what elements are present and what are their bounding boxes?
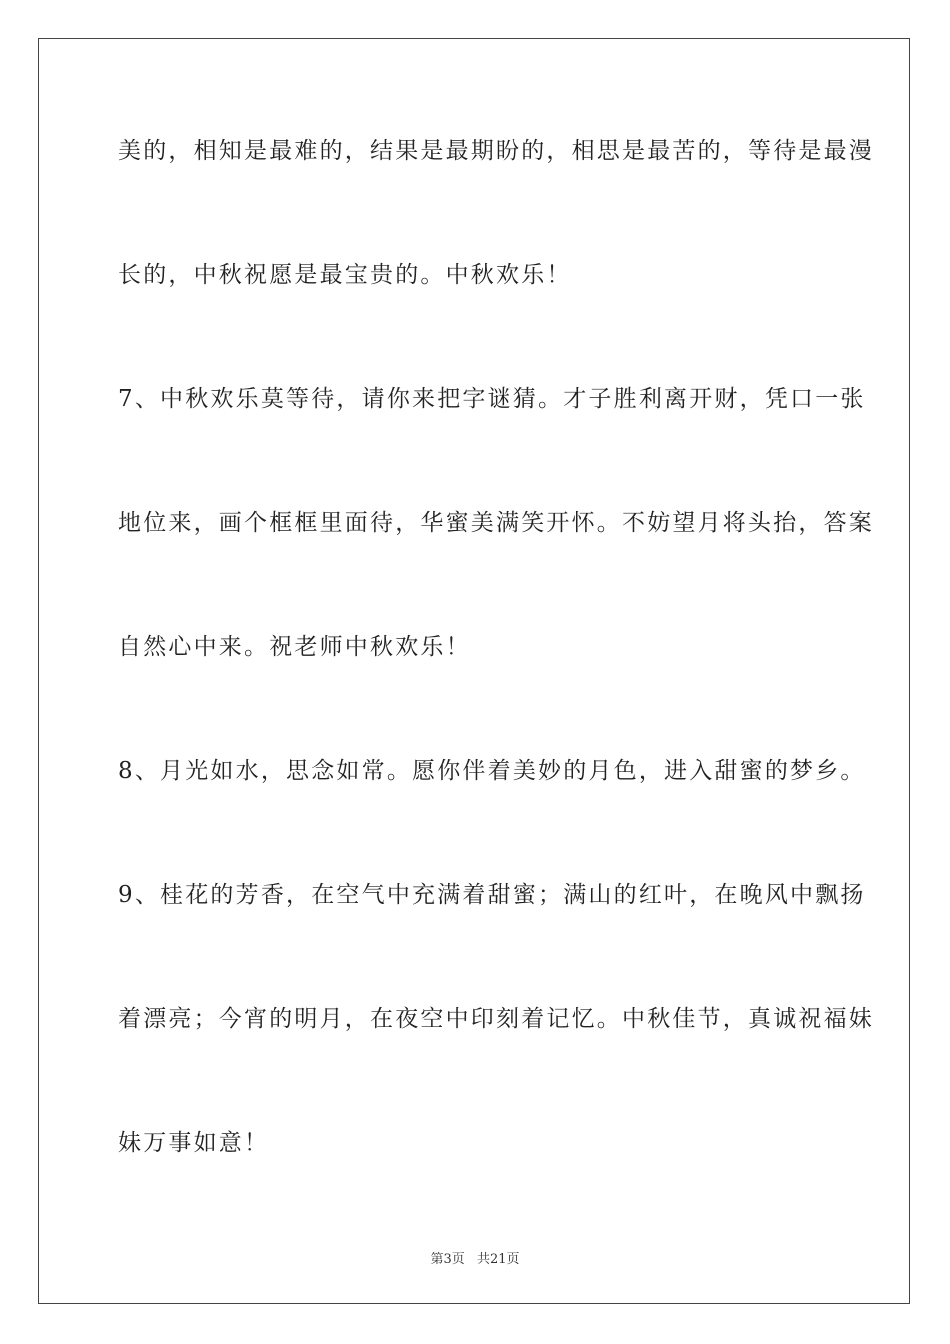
body-line: 地位来，画个框框里面待，华蜜美满笑开怀。不妨望月将头抬，答案 (118, 510, 874, 536)
body-line: 自然心中来。祝老师中秋欢乐！ (118, 634, 471, 660)
body-line: 7、中秋欢乐莫等待，请你来把字谜猜。才子胜利离开财，凭口一张 (118, 386, 866, 412)
body-line: 长的，中秋祝愿是最宝贵的。中秋欢乐！ (118, 262, 572, 288)
page-number: 第3页 (430, 1252, 465, 1267)
body-line: 8、月光如水，思念如常。愿你伴着美妙的月色，进入甜蜜的梦乡。 (118, 758, 866, 784)
body-line: 美的，相知是最难的，结果是最期盼的，相思是最苦的，等待是最漫 (118, 138, 874, 164)
page-border (38, 38, 910, 1304)
page-total: 共21页 (476, 1252, 520, 1267)
body-line: 着漂亮；今宵的明月，在夜空中印刻着记忆。中秋佳节，真诚祝福妹 (118, 1006, 874, 1032)
body-line: 妹万事如意！ (118, 1130, 270, 1156)
body-line: 9、桂花的芳香，在空气中充满着甜蜜；满山的红叶，在晚风中飘扬 (118, 882, 866, 908)
page-footer (0, 1248, 950, 1267)
